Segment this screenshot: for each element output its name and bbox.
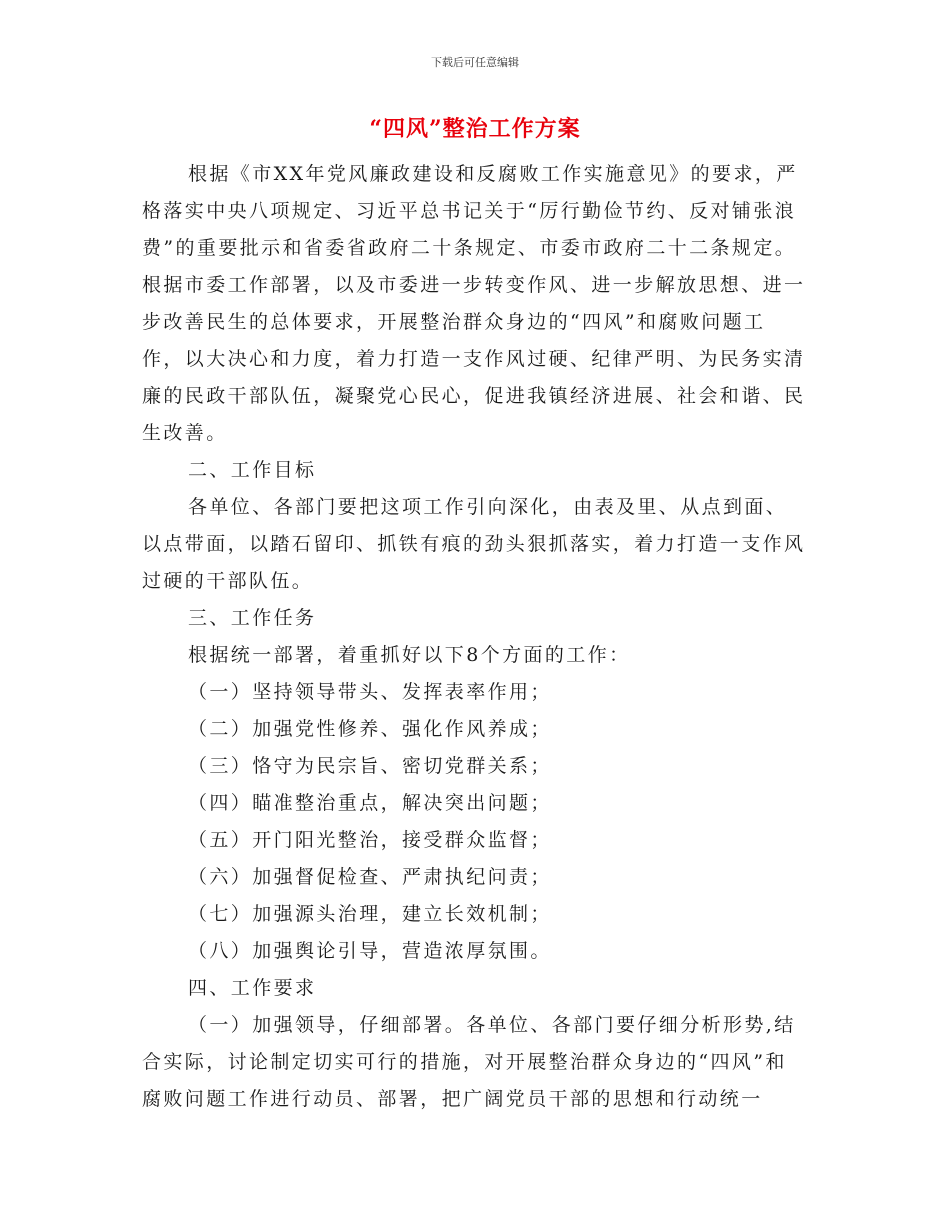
tasks-intro-paragraph: 根据统一部署，着重抓好以下8个方面的工作： [188, 644, 631, 666]
document-body [142, 156, 808, 1118]
task-item-8: （八）加强舆论引导，营造浓厚氛围。 [188, 940, 552, 962]
task-item-3: （三）恪守为民宗旨、密切党群关系； [188, 755, 552, 777]
requirements-paragraph-1: （一）加强领导，仔细部署。各单位、各部门要仔细分析形势,结合实际，讨论制定切实可行的措施，对开展整治群众身边的“四风”和腐败问题工作进行动员、部署，把广阔党员干部的思想和行动统一 [142, 1014, 796, 1110]
section-heading-requirements: 四、工作要求 [188, 977, 317, 999]
task-item-4: （四）瞄准整治重点，解决突出问题； [188, 792, 552, 814]
task-item-5: （五）开门阳光整治，接受群众监督； [188, 829, 552, 851]
intro-paragraph: 根据《市XX年党风廉政建设和反腐败工作实施意见》的要求，严格落实中央八项规定、习近平总书记关于“厉行勤俭节约、反对铺张浪费”的重要批示和省委省政府二十条规定、市委市政府二十二条规定。根据市委工作部署，以及市委进一步转变作风、进一步解放思想、进一步改善民生的总体要求，开展整治群众身边的“四风”和腐败问题工作，以大决心和力度，着力打造一支作风过硬、纪律严明、为民务实清廉的民政干部队伍，凝聚党心民心，促进我镇经济进展、社会和谐、民生改善。 [142, 163, 806, 444]
task-item-7: （七）加强源头治理，建立长效机制； [188, 903, 552, 925]
page-header: 下载后可任意编辑 [431, 56, 519, 69]
task-item-2: （二）加强党性修养、强化作风养成； [188, 718, 552, 740]
section-heading-goals: 二、工作目标 [188, 459, 317, 481]
section-heading-tasks: 三、工作任务 [188, 607, 317, 629]
document-title: “四风”整治工作方案 [369, 116, 581, 142]
goals-paragraph: 各单位、各部门要把这项工作引向深化，由表及里、从点到面、以点带面，以踏石留印、抓铁有痕的劲头狠抓落实，着力打造一支作风过硬的干部队伍。 [142, 496, 806, 592]
task-item-1: （一）坚持领导带头、发挥表率作用； [188, 681, 552, 703]
task-item-6: （六）加强督促检查、严肃执纪问责； [188, 866, 552, 888]
